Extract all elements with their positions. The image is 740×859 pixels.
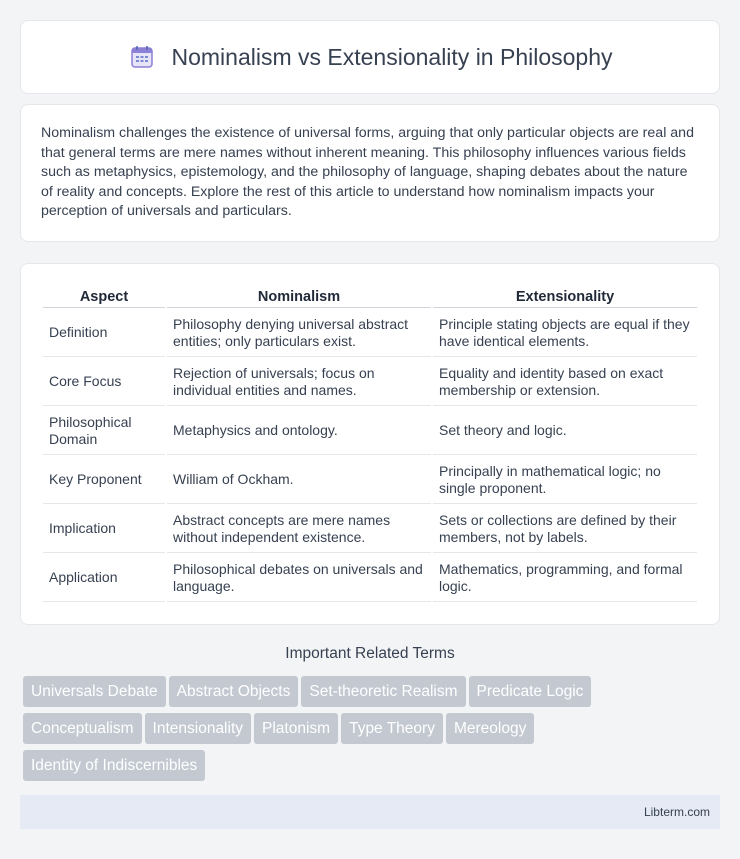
calendar-icon [127, 42, 157, 72]
related-terms-title: Important Related Terms [285, 645, 455, 662]
row-nominalism: Metaphysics and ontology. [167, 408, 431, 455]
row-nominalism: William of Ockham. [167, 457, 431, 504]
related-terms-list [23, 676, 723, 787]
header-nominalism: Nominalism [167, 286, 431, 308]
title-card [20, 20, 720, 94]
term-tag[interactable]: Predicate Logic [469, 676, 592, 707]
table-header-row [43, 286, 697, 308]
row-aspect: Implication [43, 506, 165, 553]
term-tag[interactable]: Type Theory [341, 713, 443, 744]
header-aspect: Aspect [43, 286, 165, 308]
table-row [43, 506, 697, 553]
row-aspect: Key Proponent [43, 457, 165, 504]
term-tag[interactable]: Universals Debate [23, 676, 166, 707]
term-tag[interactable]: Intensionality [145, 713, 251, 744]
table-row [43, 310, 697, 357]
row-extensionality: Sets or collections are defined by their members, not by labels. [433, 506, 697, 553]
term-tag[interactable]: Identity of Indiscernibles [23, 750, 205, 781]
row-nominalism: Philosophical debates on universals and language. [167, 555, 431, 602]
row-extensionality: Equality and identity based on exact membership or extension. [433, 359, 697, 406]
header-extensionality: Extensionality [433, 286, 697, 308]
table-row [43, 555, 697, 602]
comparison-card [20, 263, 720, 625]
term-tag[interactable]: Platonism [254, 713, 338, 744]
intro-text: Nominalism challenges the existence of universal forms, arguing that only particular objects are real and that general terms are mere names without inherent meaning. This philosophy influences various fields such as metaphysics, epistemology, and the philosophy of language, shaping debates about the nature of reality and concepts. Explore the rest of this article to understand how nominalism impacts your perception of universals and particulars. [41, 125, 694, 220]
term-tag[interactable]: Conceptualism [23, 713, 142, 744]
row-extensionality: Mathematics, programming, and formal logic. [433, 555, 697, 602]
row-aspect: Definition [43, 310, 165, 357]
intro-card [20, 104, 720, 242]
page-title: Nominalism vs Extensionality in Philosophy [171, 43, 613, 70]
term-tag[interactable]: Abstract Objects [169, 676, 299, 707]
row-aspect: Philosophical Domain [43, 408, 165, 455]
row-extensionality: Set theory and logic. [433, 408, 697, 455]
row-aspect: Core Focus [43, 359, 165, 406]
row-aspect: Application [43, 555, 165, 602]
row-extensionality: Principle stating objects are equal if they have identical elements. [433, 310, 697, 357]
table-row [43, 457, 697, 504]
row-nominalism: Philosophy denying universal abstract entities; only particulars exist. [167, 310, 431, 357]
table-row [43, 359, 697, 406]
term-tag[interactable]: Mereology [446, 713, 534, 744]
row-nominalism: Rejection of universals; focus on individual entities and names. [167, 359, 431, 406]
term-tag[interactable]: Set-theoretic Realism [301, 676, 465, 707]
row-extensionality: Principally in mathematical logic; no single proponent. [433, 457, 697, 504]
comparison-table [41, 284, 699, 604]
footer-brand-link[interactable]: Libterm.com [643, 805, 710, 819]
footer [20, 795, 720, 829]
table-row [43, 408, 697, 455]
row-nominalism: Abstract concepts are mere names without independent existence. [167, 506, 431, 553]
